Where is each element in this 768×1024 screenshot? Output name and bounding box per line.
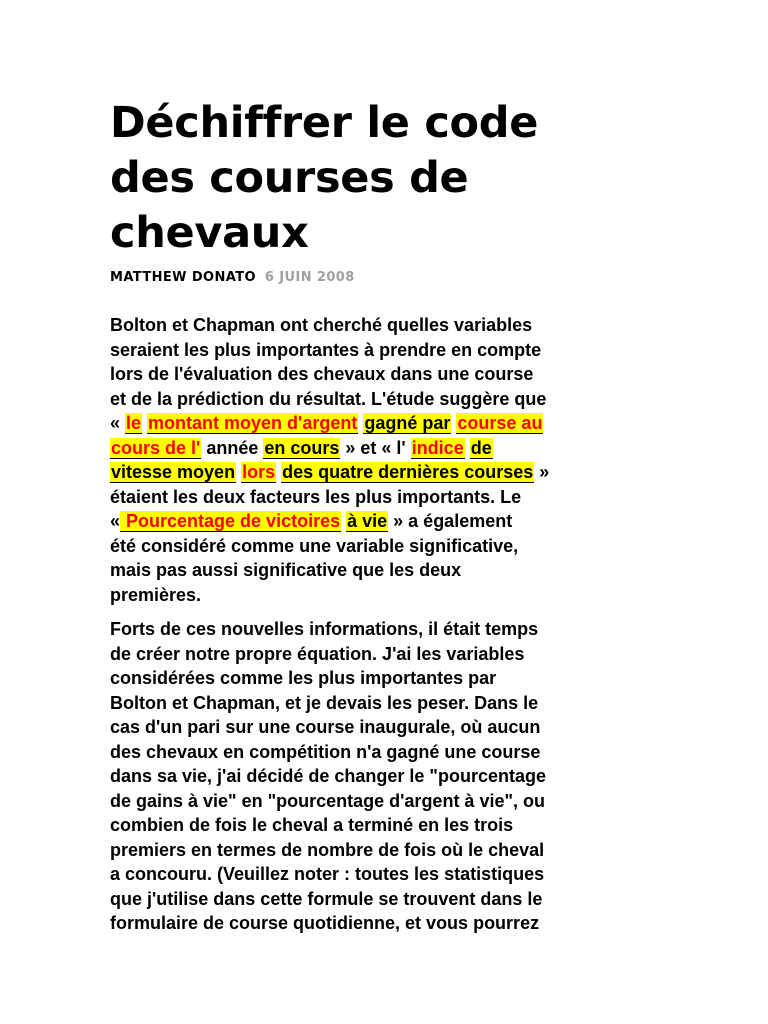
text-run: « bbox=[110, 413, 126, 433]
text-line bbox=[110, 436, 670, 461]
text-line: de gains à vie" en "pourcentage d'argent à vie", ou bbox=[110, 790, 545, 811]
text-line: seraient les plus importantes à prendre en compte bbox=[110, 339, 542, 360]
text-run: « bbox=[110, 511, 121, 531]
text-line: mais pas aussi significative que les deux bbox=[110, 560, 462, 580]
highlighted-term: indice bbox=[411, 437, 464, 458]
text-line: Forts de ces nouvelles informations, il était temps bbox=[110, 619, 539, 639]
text-run: » et « l' bbox=[340, 437, 411, 458]
article bbox=[110, 96, 670, 936]
text-run: » a également bbox=[388, 511, 513, 531]
paragraph-1 bbox=[110, 313, 670, 607]
highlighted-term: course au bbox=[457, 413, 543, 433]
highlighted-term: le bbox=[126, 413, 142, 433]
text-line: formulaire de course quotidienne, et vous pourrez bbox=[110, 913, 540, 933]
publish-date: 6 JUIN 2008 bbox=[264, 270, 355, 285]
highlighted-term: cours de l' bbox=[111, 437, 201, 458]
highlighted-term: Pourcentage de victoires bbox=[121, 511, 341, 531]
title-line: des courses de bbox=[110, 153, 469, 203]
text-line: Bolton et Chapman ont cherché quelles variables bbox=[110, 315, 533, 335]
text-run: » bbox=[534, 462, 550, 482]
text-line: des chevaux en compétition n'a gagné une course bbox=[110, 741, 541, 762]
highlighted-term: de bbox=[470, 437, 492, 458]
text-line: a concouru. (Veuillez noter : toutes les statistiques bbox=[110, 864, 545, 884]
text-line: que j'utilise dans cette formule se trouvent dans le bbox=[110, 888, 543, 909]
byline bbox=[110, 269, 670, 287]
text-line bbox=[110, 509, 670, 534]
highlighted-term: des quatre dernières courses bbox=[282, 462, 534, 482]
title-line: chevaux bbox=[110, 208, 309, 258]
text-line bbox=[110, 460, 670, 485]
text-run: année bbox=[201, 437, 264, 458]
text-line: été considéré comme une variable significative, bbox=[110, 535, 519, 556]
title-line: Déchiffrer le code bbox=[110, 98, 539, 148]
text-line: premières. bbox=[110, 584, 202, 605]
text-line: premiers en termes de nombre de fois où le cheval bbox=[110, 839, 545, 860]
text-run bbox=[465, 438, 470, 458]
text-line: étaient les deux facteurs les plus importants. Le bbox=[110, 486, 522, 507]
highlighted-term: gagné par bbox=[364, 413, 451, 433]
highlighted-term: à vie bbox=[347, 511, 388, 531]
highlighted-term: lors bbox=[242, 462, 276, 482]
text-line: et de la prédiction du résultat. L'étude suggère que bbox=[110, 388, 547, 409]
text-line: cas d'un pari sur une course inaugurale, où aucun bbox=[110, 717, 541, 737]
highlighted-term: montant moyen d'argent bbox=[148, 413, 358, 433]
text-line bbox=[110, 411, 670, 436]
highlighted-term: en cours bbox=[264, 437, 340, 458]
paragraph-2 bbox=[110, 617, 670, 936]
text-line: de créer notre propre équation. J'ai les variables bbox=[110, 643, 525, 664]
article-title bbox=[110, 96, 670, 261]
text-line: lors de l'évaluation des chevaux dans une course bbox=[110, 364, 534, 384]
text-line: combien de fois le cheval a terminé en les trois bbox=[110, 815, 514, 835]
text-line: considérées comme les plus importantes par bbox=[110, 668, 497, 688]
text-line: Bolton et Chapman, et je devais les peser. Dans le bbox=[110, 692, 539, 713]
author-name: MATTHEW DONATO bbox=[110, 270, 256, 285]
highlighted-term: vitesse moyen bbox=[111, 462, 236, 482]
text-line: dans sa vie, j'ai décidé de changer le "pourcentage bbox=[110, 766, 546, 786]
